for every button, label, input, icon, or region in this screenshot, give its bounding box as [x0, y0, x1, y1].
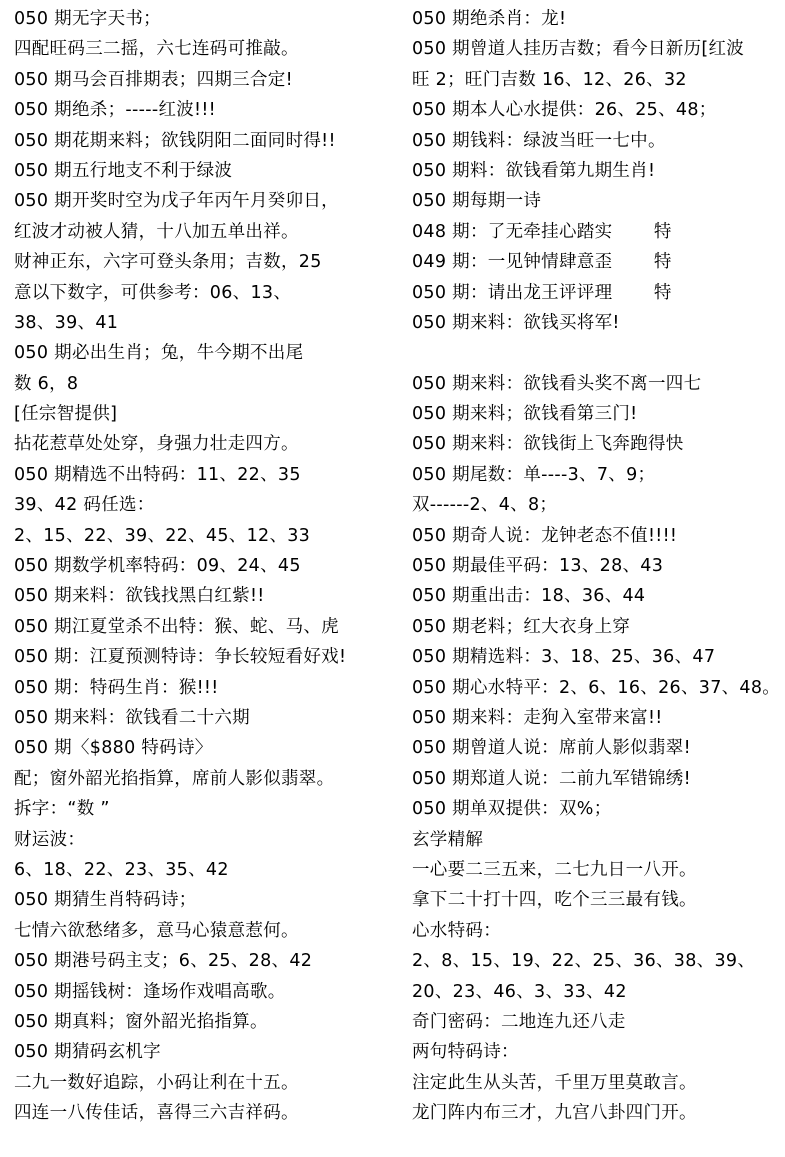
text-line: 拆字：“数 ” [14, 799, 110, 820]
text-line: 财神正东，六字可登头条用；吉数，25 [14, 252, 322, 273]
text-line: 2、15、22、39、22、45、12、33 [14, 525, 311, 546]
text-line: 050 期猜码玄机字 [14, 1042, 161, 1063]
text-line: 050 期来料：欲钱看头奖不离一四七 [412, 373, 702, 394]
text-line: 050 期来料：走狗入室带来富!! [412, 707, 663, 728]
text-line: 39、42 码任选： [14, 495, 155, 516]
text-line: 050 期五行地支不利于绿波 [14, 160, 233, 181]
text-line: 050 期来料：欲钱看二十六期 [14, 707, 250, 728]
text-line: 050 期钱料：绿波当旺一七中。 [412, 130, 666, 151]
text-line: 050 期花期来料；欲钱阴阳二面同时得!! [14, 130, 336, 151]
text-line: 050 期重出击：18、36、44 [412, 586, 646, 607]
text-line: 050 期奇人说：龙钟老态不值!!!! [412, 525, 678, 546]
text-line: 050 期来料：欲钱街上飞奔跑得快 [412, 434, 684, 455]
text-line: 龙门阵内布三才，九宫八卦四门开。 [412, 1103, 697, 1124]
text-line: 心水特码： [412, 920, 501, 941]
text-line: 050 期绝杀肖：龙! [412, 9, 567, 29]
text-line: 050 期：江夏预测特诗：争长较短看好戏! [14, 647, 347, 668]
text-line: 050 期尾数：单----3、7、9； [412, 464, 656, 485]
text-line: 050 期每期一诗 [412, 191, 542, 212]
text-line: 050 期精选料：3、18、25、36、47 [412, 647, 716, 668]
text-line: 050 期来料：欲钱买将军! [412, 312, 620, 333]
text-line: 两句特码诗： [412, 1042, 519, 1063]
text-line: 050 期：请出龙王评评理 特 [412, 282, 672, 303]
text-line: 050 期马会百排期表；四期三合定! [14, 69, 293, 90]
text-line: 050 期郑道人说：二前九军错锦绣! [412, 768, 691, 789]
text-line: 050 期：特码生肖：猴!!! [14, 677, 219, 698]
text-line: 050 期江夏堂杀不出特：猴、蛇、马、虎 [14, 616, 339, 637]
text-line [412, 338, 784, 368]
text-line: 050 期必出生肖；兔，牛今期不出尾 [14, 343, 304, 364]
text-line: 050 期真料；窗外韶光掐指算。 [14, 1011, 268, 1032]
text-line: 玄学精解 [412, 829, 484, 850]
text-line: 拈花惹草处处穿，身强力壮走四方。 [14, 434, 299, 455]
text-line: 意以下数字，可供参考：06、13、 [14, 282, 292, 303]
text-line: 050 期数学机率特码：09、24、45 [14, 556, 301, 577]
text-line: [任宗智提供] [14, 404, 118, 425]
text-line: 四连一八传佳话，喜得三六吉祥码。 [14, 1103, 299, 1124]
text-line: 050 期绝杀；-----红波!!! [14, 100, 216, 121]
text-line: 七情六欲愁绪多，意马心猿意惹何。 [14, 920, 299, 941]
left-column [14, 4, 394, 1128]
text-line: 050 期曾道人说：席前人影似翡翠! [412, 738, 691, 759]
text-line: 财运波： [14, 829, 86, 850]
text-line: 双------2、4、8； [412, 495, 558, 516]
text-line: 050 期港号码主支；6、25、28、42 [14, 951, 313, 972]
text-line: 050 期曾道人挂历吉数；看今日新历[红波 [412, 39, 745, 60]
text-line: 拿下二十打十四，吃个三三最有钱。 [412, 890, 697, 911]
text-line: 050 期最佳平码：13、28、43 [412, 556, 664, 577]
text-line: 20、23、46、3、33、42 [412, 981, 627, 1002]
text-line: 050 期料：欲钱看第九期生肖! [412, 160, 656, 181]
text-line: 050 期来料；欲钱看第三门! [412, 404, 638, 425]
text-line: 050 期〈$880 特码诗〉 [14, 738, 213, 759]
text-line: 38、39、41 [14, 312, 119, 333]
text-line: 旺 2；旺门吉数 16、12、26、32 [412, 69, 687, 90]
text-line: 050 期精选不出特码：11、22、35 [14, 464, 301, 485]
text-line: 050 期单双提供：双%； [412, 799, 612, 820]
text-line: 050 期摇钱树：逢场作戏唱高歌。 [14, 981, 286, 1002]
text-line: 6、18、22、23、35、42 [14, 859, 229, 880]
text-line: 2、8、15、19、22、25、36、38、39、 [412, 951, 756, 972]
text-line: 四配旺码三二摇，六七连码可推敲。 [14, 39, 299, 60]
text-line: 二九一数好追踪，小码让利在十五。 [14, 1072, 299, 1093]
text-line: 配；窗外韶光掐指算，席前人影似翡翠。 [14, 768, 335, 789]
text-line: 048 期：了无牵挂心踏实 特 [412, 221, 672, 242]
text-line: 049 期：一见钟情肆意歪 特 [412, 252, 672, 273]
text-line: 红波才动被人猜，十八加五单出祥。 [14, 221, 299, 242]
text-line: 050 期无字天书； [14, 9, 161, 29]
text-line: 一心要二三五来，二七九日一八开。 [412, 859, 697, 880]
text-line: 奇门密码：二地连九还八走 [412, 1011, 626, 1032]
text-line: 050 期猜生肖特码诗； [14, 890, 197, 911]
text-line: 注定此生从头苦，千里万里莫敢言。 [412, 1072, 697, 1093]
text-line: 050 期开奖时空为戊子年丙午月癸卯日， [14, 191, 339, 212]
right-column [412, 4, 784, 1128]
text-line: 050 期老料；红大衣身上穿 [412, 616, 631, 637]
text-line: 数 6，8 [14, 373, 79, 394]
text-line: 050 期来料：欲钱找黑白红紫!! [14, 586, 265, 607]
text-line: 050 期本人心水提供：26、25、48； [412, 100, 717, 121]
text-line: 050 期心水特平：2、6、16、26、37、48。 [412, 677, 781, 698]
